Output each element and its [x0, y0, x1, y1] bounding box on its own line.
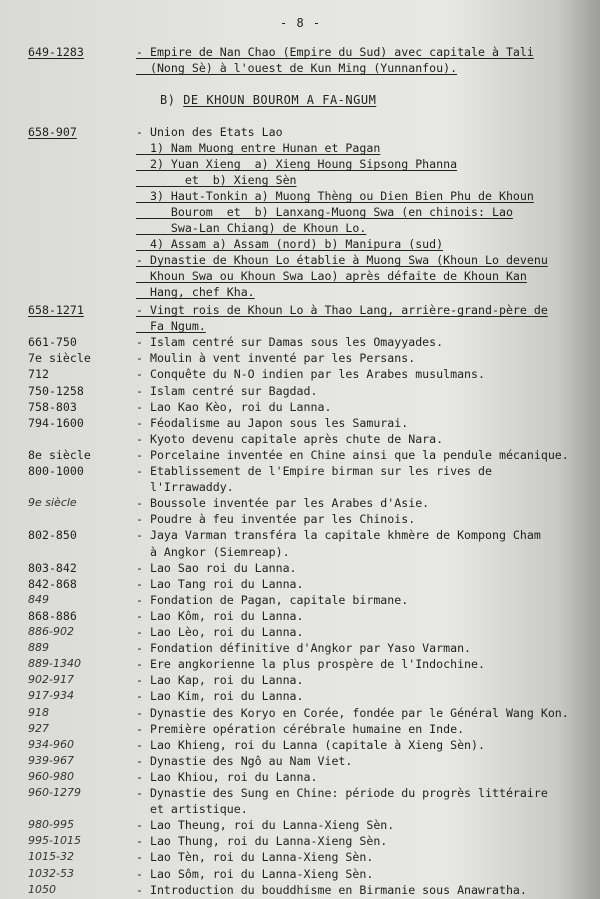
entry-text: - Lao Kim, roi du Lanna. [136, 689, 304, 704]
entry-text: - Ere angkorienne la plus prospère de l'Indochine. [136, 657, 486, 672]
union-row [0, 268, 600, 285]
entry-text: l'Irrawaddy. [136, 480, 234, 495]
entry-date: 649-1283 [28, 45, 84, 59]
entry-text: - Fondation de Pagan, capitale birmane. [136, 592, 409, 607]
timeline-row [0, 656, 600, 673]
entry-date: 902-917 [28, 673, 74, 687]
entry-text: - Lao Theung, roi du Lanna-Xieng Sèn. [136, 818, 395, 833]
union-row [0, 284, 600, 301]
entry-text: - Lao Tang roi du Lanna. [136, 576, 304, 591]
entry-date: 8e siècle [28, 447, 91, 462]
entry-text: - Lao Tèn, roi du Lanna-Xieng Sèn. [136, 850, 374, 865]
entry-text: - Dynastie de Khoun Lo établie à Muong Swa (Khoun Lo devenu [136, 253, 548, 267]
entry-date: 7e siècle [28, 351, 91, 366]
entry-date: 917-934 [28, 689, 74, 703]
entry-text: 3) Haut-Tonkin a) Muong Thèng ou Dien Bien Phu de Khoun [136, 189, 534, 203]
entry-text: - Lao Kôm, roi du Lanna. [136, 608, 304, 623]
entry-text: et artistique. [136, 802, 248, 817]
entry-text: - Poudre à feu inventée par les Chinois. [136, 512, 416, 527]
timeline-row [0, 463, 600, 480]
entry-text: - Islam centré sur Damas sous les Omayyades. [136, 335, 444, 350]
entry-date: 842-868 [28, 576, 77, 591]
timeline-row [0, 624, 600, 641]
entry-date: 960-980 [28, 769, 74, 783]
section-heading [160, 93, 376, 107]
entry-date: 658-907 [28, 125, 77, 139]
entry-date: 9e siècle [28, 496, 77, 510]
timeline-row [0, 817, 600, 834]
timeline-row [0, 527, 600, 544]
timeline-row [0, 737, 600, 754]
entry-date: 658-1271 [28, 303, 84, 317]
entry-text: 1) Nam Muong entre Hunan et Pagan [136, 141, 381, 155]
entry-text: 4) Assam a) Assam (nord) b) Manipura (sud) [136, 237, 444, 251]
union-row [0, 204, 600, 221]
timeline-row [0, 318, 600, 335]
timeline-row [0, 640, 600, 657]
entry-text: Swa-Lan Chiang) de Khoun Lo. [136, 221, 367, 235]
entry-date: 803-842 [28, 560, 77, 575]
timeline-row [0, 415, 600, 432]
timeline-row [0, 833, 600, 850]
timeline-row [0, 431, 600, 448]
timeline-row [0, 560, 600, 577]
entry-text: - Première opération cérébrale humaine en Inde. [136, 721, 465, 736]
entry-date: 849 [28, 592, 49, 606]
entry-text: Fa Ngum. [136, 319, 206, 334]
timeline-row [0, 479, 600, 496]
timeline-row [0, 44, 600, 61]
entry-text: - Kyoto devenu capitale après chute de Nara. [136, 431, 444, 446]
timeline-row [0, 753, 600, 770]
entry-text: - Conquête du N-O indien par les Arabes musulmans. [136, 367, 486, 382]
timeline-row [0, 705, 600, 722]
entry-text: - Lao Lèo, roi du Lanna. [136, 625, 304, 639]
entry-text: et b) Xieng Sèn [136, 173, 297, 187]
entry-text: - Lao Kap, roi du Lanna. [136, 673, 304, 688]
entry-date: 868-886 [28, 608, 77, 623]
timeline-row [0, 334, 600, 351]
entry-text: - Porcelaine inventée en Chine ainsi que la pendule mécanique. [136, 447, 569, 462]
timeline-row [0, 302, 600, 319]
timeline-row [0, 785, 600, 802]
entry-text: (Nong Sè) à l'ouest de Kun Ming (Yunnanfou). [136, 61, 458, 75]
entry-date: 800-1000 [28, 464, 84, 478]
timeline-row [0, 608, 600, 625]
entry-text: - Boussole inventée par les Arabes d'Asie. [136, 496, 430, 511]
entry-text: - Fondation définitive d'Angkor par Yaso Varman. [136, 641, 472, 656]
timeline-row [0, 592, 600, 609]
timeline-row [0, 60, 600, 77]
union-row [0, 156, 600, 173]
timeline-row [0, 495, 600, 512]
entry-text: - Dynastie des Sung en Chine: période du progrès littéraire [136, 786, 548, 800]
timeline-row [0, 576, 600, 593]
timeline-row [0, 801, 600, 818]
union-row [0, 172, 600, 189]
entry-date: 889 [28, 641, 49, 655]
entry-text: à Angkor (Siemreap). [136, 544, 290, 559]
entry-date: 1032-53 [28, 866, 74, 880]
entry-text: - Lao Thung, roi du Lanna-Xieng Sèn. [136, 834, 388, 849]
entry-text: 2) Yuan Xieng a) Xieng Houng Sipsong Phanna [136, 157, 458, 171]
entry-text: Hang, chef Kha. [136, 285, 255, 299]
entry-text: - Jaya Varman transféra la capitale khmère de Kompong Cham [136, 528, 541, 543]
entry-date: 995-1015 [28, 834, 81, 848]
timeline-row [0, 866, 600, 883]
timeline-row [0, 350, 600, 367]
timeline-row [0, 383, 600, 400]
entry-text: - Etablissement de l'Empire birman sur les rives de [136, 464, 492, 478]
entry-date: 960-1279 [28, 786, 81, 799]
entry-date: 712 [28, 367, 49, 382]
section-title: DE KHOUN BOUROM A FA-NGUM [183, 93, 377, 107]
entry-date: 661-750 [28, 335, 77, 350]
entry-text: - Introduction du bouddhisme en Birmanie sous Anawratha. [136, 882, 527, 897]
entry-text: - Empire de Nan Chao (Empire du Sud) avec capitale à Tali [136, 45, 534, 59]
page-number: - 8 - [280, 16, 322, 30]
entry-date: 794-1600 [28, 415, 84, 430]
entry-date: 1015-32 [28, 850, 74, 864]
entry-date: 927 [28, 721, 49, 735]
entry-date: 980-995 [28, 818, 74, 832]
entry-date: 1050 [28, 882, 56, 896]
entry-date: 750-1258 [28, 383, 84, 398]
entry-text: - Lao Khieng, roi du Lanna (capitale à Xieng Sèn). [136, 737, 486, 752]
entry-date: 758-803 [28, 399, 77, 414]
entry-text: - Lao Sôm, roi du Lanna-Xieng Sèn. [136, 866, 374, 881]
entry-date: 886-902 [28, 625, 74, 638]
timeline-row [0, 544, 600, 561]
union-row [0, 236, 600, 253]
timeline-row [0, 882, 600, 899]
timeline-row [0, 721, 600, 738]
section-letter: B) [160, 93, 176, 107]
entry-text: - Féodalisme au Japon sous les Samurai. [136, 415, 409, 430]
entry-date: 889-1340 [28, 657, 81, 671]
timeline-row [0, 849, 600, 866]
entry-date: 939-967 [28, 753, 74, 767]
entry-text: - Lao Sao roi du Lanna. [136, 560, 297, 575]
entry-date: 918 [28, 705, 49, 719]
entry-date: 802-850 [28, 528, 77, 543]
timeline-row [0, 688, 600, 705]
union-row [0, 220, 600, 237]
timeline-row [0, 769, 600, 786]
timeline-row [0, 511, 600, 528]
union-row [0, 252, 600, 269]
entry-text: - Lao Khiou, roi du Lanna. [136, 769, 318, 784]
entry-text: - Islam centré sur Bagdad. [136, 383, 318, 398]
timeline-row [0, 672, 600, 689]
union-row [0, 140, 600, 157]
entry-text: Bourom et b) Lanxang-Muong Swa (en chinois: Lao [136, 205, 513, 219]
entry-text: - Vingt rois de Khoun Lo à Thao Lang, arrière-grand-père de [136, 303, 548, 317]
timeline-row [0, 366, 600, 383]
timeline-row [0, 399, 600, 416]
entry-text: - Union des Etats Lao [136, 125, 283, 139]
entry-text: Khoun Swa ou Khoun Swa Lao) après défaite de Khoun Kan [136, 269, 527, 283]
entry-text: - Dynastie des Koryo en Corée, fondée par le Général Wang Kon. [136, 705, 569, 720]
entry-text: - Dynastie des Ngô au Nam Viet. [136, 753, 353, 768]
timeline-row [0, 447, 600, 464]
entry-text: - Moulin à vent inventé par les Persans. [136, 351, 416, 366]
entry-date: 934-960 [28, 737, 74, 751]
union-row [0, 188, 600, 205]
union-row [0, 124, 600, 141]
entry-text: - Lao Kao Kèo, roi du Lanna. [136, 399, 332, 414]
